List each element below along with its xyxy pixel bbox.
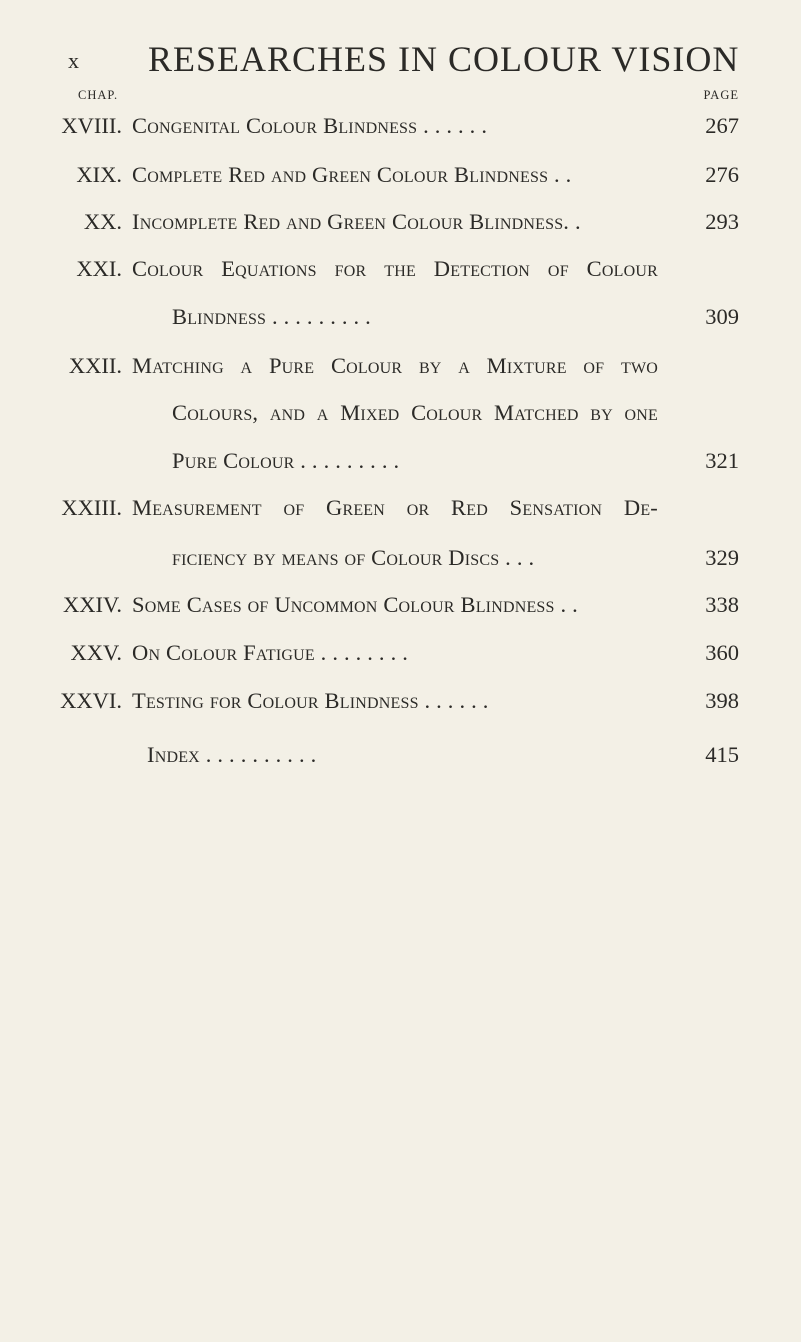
chapter-number: XXIV. [63,592,122,617]
chapter-number: XVIII. [61,113,122,138]
chapter-title: Measurement of Green or Red Sensation De- [132,495,658,520]
chapter-number: XXV. [70,640,122,665]
chapter-number: XXIII. [61,495,122,520]
page-number: 338 [705,592,739,617]
chapter-number: XXVI. [60,688,122,713]
page-header [0,38,801,88]
chapter-number: XX. [83,209,122,234]
page-column-heading: PAGE [703,88,739,102]
toc-entry-continuation [0,448,801,480]
chapter-title: Congenital Colour Blindness . . . . . . [132,113,488,138]
index-title: Index . . . . . . . . . . [147,742,317,767]
chapter-title-continued: ficiency by means of Colour Discs . . . [172,545,535,570]
toc-entry [0,113,801,145]
toc-entry [0,495,801,527]
page-number: 309 [705,304,739,329]
page-number: 398 [705,688,739,713]
page-number: 293 [705,209,739,234]
chapter-title: Testing for Colour Blindness . . . . . . [132,688,489,713]
page-number: 321 [705,448,739,473]
toc-entry [0,592,801,624]
chapter-column-heading: CHAP. [78,88,119,102]
page-number: 415 [705,742,739,767]
chapter-title: Complete Red and Green Colour Blindness . . [132,162,572,187]
chapter-number: XXI. [76,256,122,281]
page-number: 360 [705,640,739,665]
toc-entry [0,162,801,194]
chapter-number: XXII. [68,353,122,378]
toc-entry-continuation [0,304,801,336]
chapter-title: Colour Equations for the Detection of Colour [132,256,658,281]
toc-entry [0,256,801,288]
chapter-title-continued: Pure Colour . . . . . . . . . [172,448,400,473]
chapter-title: Incomplete Red and Green Colour Blindness. . [132,209,581,234]
chapter-title-continued: Colours, and a Mixed Colour Matched by one [172,400,658,425]
page-folio: x [68,48,79,73]
chapter-title-continued: Blindness . . . . . . . . . [172,304,371,329]
running-title: RESEARCHES IN COLOUR VISION [148,39,740,79]
chapter-title: On Colour Fatigue . . . . . . . . [132,640,409,665]
chapter-title: Matching a Pure Colour by a Mixture of two [132,353,658,378]
page-number: 329 [705,545,739,570]
page-number: 276 [705,162,739,187]
page-number: 267 [705,113,739,138]
toc-entry [0,640,801,672]
chapter-title: Some Cases of Uncommon Colour Blindness . . [132,592,578,617]
toc-entry-continuation [0,545,801,577]
chapter-number: XIX. [76,162,122,187]
toc-entry [0,353,801,385]
toc-entry [0,688,801,720]
toc-index-entry [0,742,801,774]
toc-entry-continuation [0,400,801,432]
toc-entry [0,209,801,241]
